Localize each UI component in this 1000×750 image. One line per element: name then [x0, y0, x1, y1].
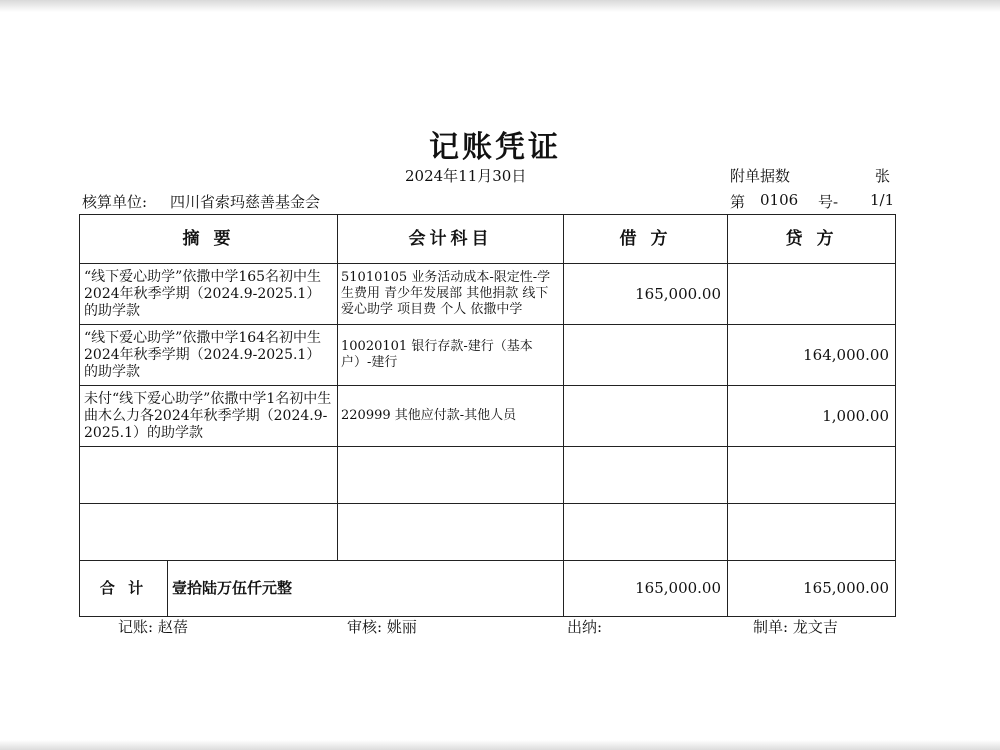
- row-account: 220999 其他应付款-其他人员: [338, 386, 564, 447]
- row-credit: [728, 264, 896, 325]
- empty-cell: [564, 447, 728, 504]
- table-row: [80, 264, 896, 325]
- reviewer-signature: 审核: 姚丽: [347, 618, 417, 636]
- voucher-number-suffix: 号-: [818, 193, 839, 211]
- total-row: [80, 561, 896, 617]
- row-summary: “线下爱心助学”依撒中学165名初中生2024年秋季学期（2024.9-2025.1）的助学款: [80, 264, 338, 325]
- attachments-label: 附单据数: [730, 167, 791, 185]
- empty-row: [80, 447, 896, 504]
- col-credit-header: 贷 方: [728, 215, 896, 264]
- voucher-table: [79, 214, 896, 617]
- accounting-unit-label: 核算单位:: [82, 193, 148, 211]
- col-summary-header: 摘 要: [80, 215, 338, 264]
- table-row: [80, 325, 896, 386]
- voucher-page-count: 1/1: [870, 191, 895, 209]
- total-label: 合 计: [80, 561, 168, 617]
- table-row: [80, 386, 896, 447]
- voucher-title: 记账凭证: [429, 130, 561, 165]
- accounting-unit-name: 四川省索玛慈善基金会: [170, 193, 321, 211]
- preparer-signature: 制单: 龙文吉: [753, 618, 838, 636]
- total-debit: 165,000.00: [564, 561, 728, 617]
- row-credit: 1,000.00: [728, 386, 896, 447]
- row-debit: 165,000.00: [564, 264, 728, 325]
- voucher-date: 2024年11月30日: [405, 167, 527, 185]
- row-account: 10020101 银行存款-建行（基本户）-建行: [338, 325, 564, 386]
- row-credit: 164,000.00: [728, 325, 896, 386]
- row-debit: [564, 386, 728, 447]
- empty-cell: [564, 504, 728, 561]
- row-account: 51010105 业务活动成本-限定性-学生费用 青少年发展部 其他捐款 线下爱心助学 项目费 个人 依撒中学: [338, 264, 564, 325]
- cashier-signature: 出纳:: [567, 618, 603, 636]
- empty-cell: [728, 504, 896, 561]
- voucher-number-prefix: 第: [730, 193, 746, 211]
- header-row: [80, 215, 896, 264]
- voucher-number: 0106: [760, 191, 799, 209]
- empty-cell: [338, 504, 564, 561]
- bookkeeper-signature: 记账: 赵蓓: [118, 618, 188, 636]
- empty-cell: [728, 447, 896, 504]
- row-debit: [564, 325, 728, 386]
- total-credit: 165,000.00: [728, 561, 896, 617]
- empty-row: [80, 504, 896, 561]
- scan-edge-top: [0, 0, 1000, 12]
- row-summary: 未付“线下爱心助学”依撒中学1名初中生曲木么力各2024年秋季学期（2024.9-2025.1）的助学款: [80, 386, 338, 447]
- col-debit-header: 借 方: [564, 215, 728, 264]
- empty-cell: [338, 447, 564, 504]
- row-summary: “线下爱心助学”依撒中学164名初中生2024年秋季学期（2024.9-2025.1）的助学款: [80, 325, 338, 386]
- empty-cell: [80, 504, 338, 561]
- total-amount-chinese: 壹拾陆万伍仟元整: [168, 561, 564, 617]
- col-account-header: 会计科目: [338, 215, 564, 264]
- empty-cell: [80, 447, 338, 504]
- scan-edge-bottom: [0, 740, 1000, 750]
- attachments-unit: 张: [875, 167, 891, 185]
